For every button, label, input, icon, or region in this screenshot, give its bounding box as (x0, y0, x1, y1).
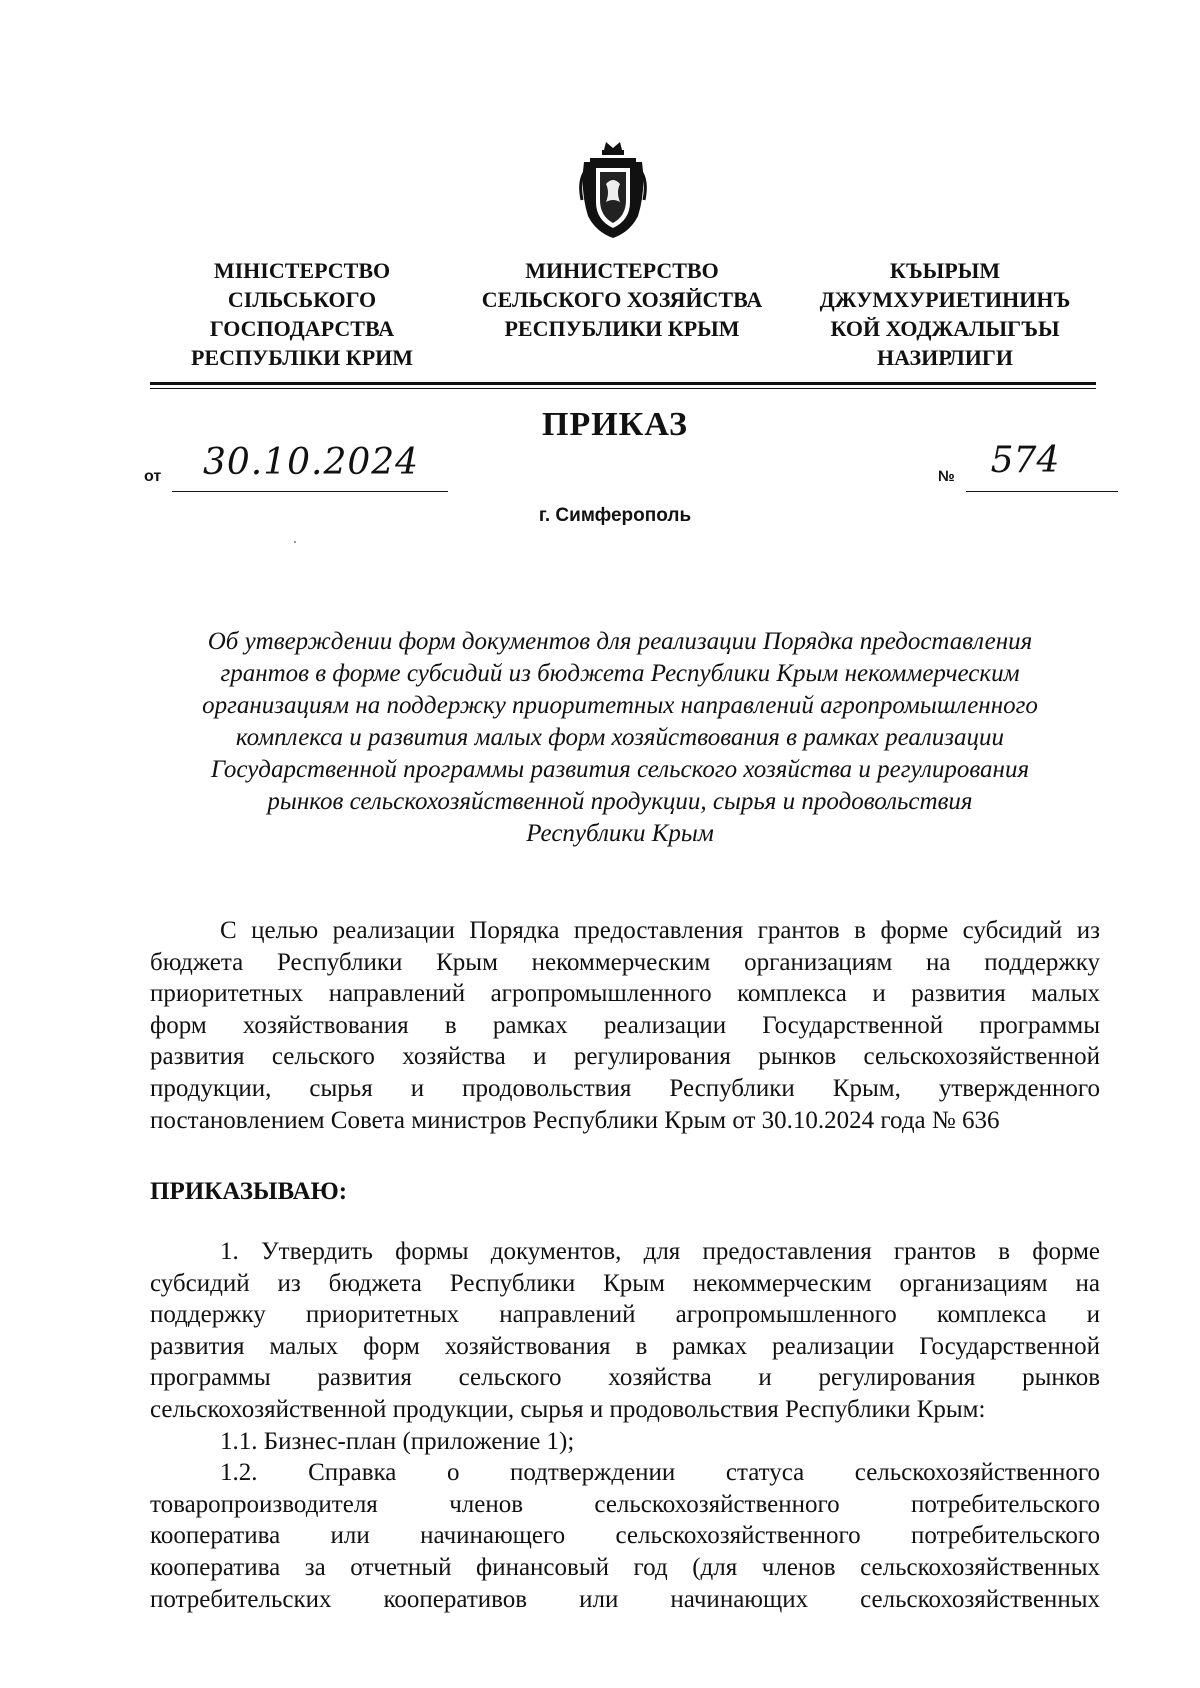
header-divider-thin (150, 388, 1096, 389)
text-line: продукции, сырья и продовольствия Республики Крым, утвержденного (150, 1074, 1100, 1102)
order-item-1 (150, 1236, 1100, 1615)
city-name: г. Симферополь (538, 505, 692, 526)
date-label: от (144, 468, 162, 485)
subject-line: рынков сельскохозяйственной продукции, сырья и продовольствия (267, 788, 973, 815)
text-line: приоритетных направлений агропромышленного комплекса и развития малых (150, 980, 1100, 1008)
text-line: потребительских кооперативов или начинающих сельскохозяйственных (150, 1585, 1100, 1613)
text-line: 1. Утвердить формы документов, для предоставления грантов в форме (220, 1238, 1100, 1265)
ministry-name-russian: МИНИСТЕРСТВО СЕЛЬСКОГО ХОЗЯЙСТВА РЕСПУБЛИКИ КРЫМ (481, 258, 763, 341)
subject-line: грантов в форме субсидий из бюджета Республики Крым некоммерческим (220, 660, 1020, 687)
text-line: С целью реализации Порядка предоставления грантов в форме субсидий из (220, 917, 1100, 944)
text-line: форм хозяйствования в рамках реализации Государственной программы (150, 1011, 1100, 1039)
document-date: 30.10.2024 (202, 442, 420, 483)
text-line: сельскохозяйственной продукции, сырья и продовольствия Республики Крым: (150, 1395, 986, 1423)
ministry-name-crimean-tatar: КЪЫРЫМ ДЖУМХУРИЕТИНИНЪ КОЙ ХОДЖАЛЫГЪЫ НАЗИРЛИГИ (819, 258, 1071, 370)
document-type-title: ПРИКАЗ (542, 406, 688, 443)
text-line: 1.2. Справка о подтверждении статуса сельскохозяйственного (220, 1459, 1100, 1487)
coat-of-arms-icon (576, 140, 650, 240)
subject-line: Об утверждении форм документов для реализации Порядка предоставления (207, 628, 1033, 655)
text-line: развития малых форм хозяйствования в рамках реализации Государственной (150, 1332, 1100, 1360)
date-underline (172, 491, 448, 492)
scan-speck (294, 541, 296, 543)
text-line: кооператива за отчетный финансовый год (для членов сельскохозяйственных (150, 1553, 1100, 1581)
text-line: бюджета Республики Крым некоммерческим организациям на поддержку (150, 948, 1100, 976)
order-directive-word: ПРИКАЗЫВАЮ: (150, 1178, 348, 1205)
order-subject (150, 626, 1090, 850)
text-line: субсидий из бюджета Республики Крым некоммерческим организациям на (150, 1269, 1100, 1297)
document-number: 574 (990, 440, 1060, 481)
text-line: постановлением Совета министров Республики Крым от 30.10.2024 года № 636 (150, 1106, 1000, 1134)
subject-line: Государственной программы развития сельского хозяйства и регулирования (210, 756, 1030, 783)
order-item-1-1: 1.1. Бизнес-план (приложение 1); (220, 1427, 575, 1455)
subject-line: комплекса и развития малых форм хозяйствования в рамках реализации (235, 724, 1005, 751)
subject-line: Республики Крым (526, 820, 714, 847)
text-line: развития сельского хозяйства и регулирования рынков сельскохозяйственной (150, 1043, 1100, 1071)
ministry-name-ukrainian: МІНІСТЕРСТВО СІЛЬСЬКОГО ГОСПОДАРСТВА РЕСПУБЛІКИ КРИМ (190, 258, 414, 370)
number-label: № (938, 468, 955, 485)
text-line: поддержку приоритетных направлений агропромышленного комплекса и (150, 1301, 1100, 1329)
preamble-paragraph (150, 915, 1100, 1136)
number-underline (966, 491, 1118, 492)
text-line: кооператива или начинающего сельскохозяйственного потребительского (150, 1522, 1100, 1550)
text-line: программы развития сельского хозяйства и регулирования рынков (150, 1364, 1100, 1392)
subject-line: организациям на поддержку приоритетных направлений агропромышленного (202, 692, 1038, 719)
header-divider (150, 382, 1096, 385)
text-line: товаропроизводителя членов сельскохозяйственного потребительского (150, 1490, 1100, 1518)
